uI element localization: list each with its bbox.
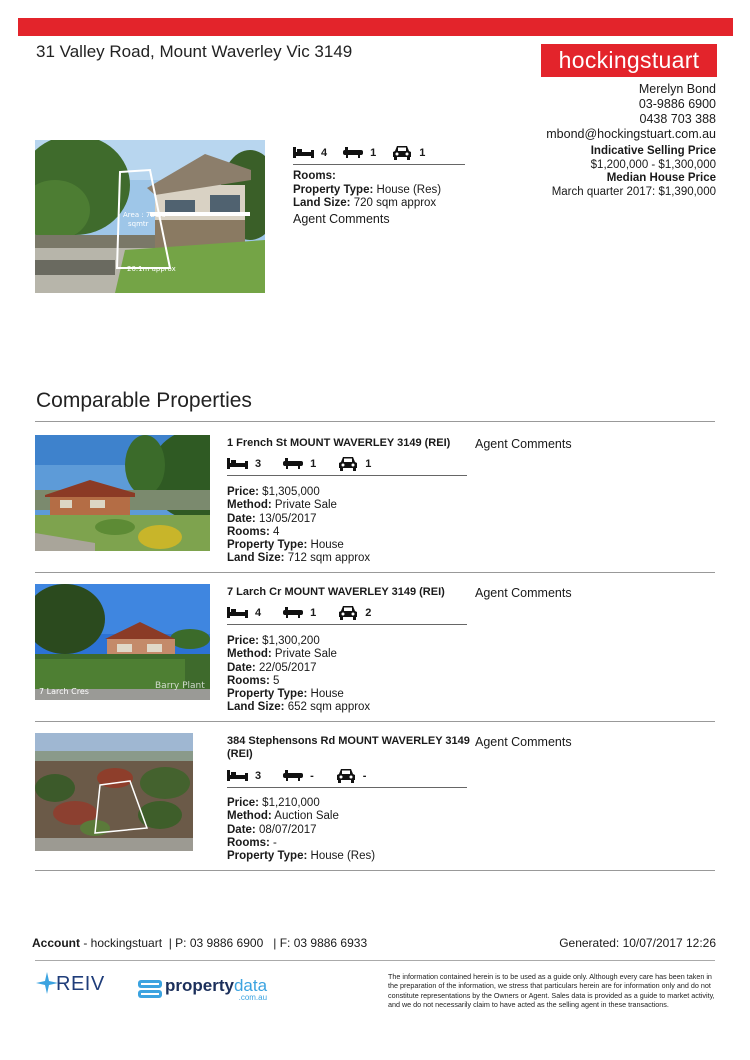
comparable-photo-2: [35, 584, 210, 700]
rooms-label: Rooms:: [227, 836, 270, 849]
price-label: Price:: [227, 635, 259, 647]
comparable-address-3[interactable]: 384 Stephensons Rd MOUNT WAVERLEY 3149 (REI): [227, 735, 470, 760]
agent-phone[interactable]: 03-9886 6900: [638, 97, 716, 111]
median-price-value: March quarter 2017: $1,390,000: [551, 185, 716, 198]
bed-icon: [293, 147, 314, 158]
car-count: -: [362, 769, 367, 782]
car-feature: [336, 768, 367, 783]
account-label: Account: [32, 936, 80, 950]
divider: [35, 421, 715, 422]
reiv-text: REIV: [56, 973, 105, 995]
bed-icon: [227, 458, 248, 469]
rooms-value: -: [273, 836, 277, 849]
photo-frontage-label: 20.1m approx: [127, 265, 176, 273]
bed-feature: [293, 147, 327, 159]
bath-feature: [283, 458, 316, 470]
bath-count: 1: [310, 457, 317, 470]
bath-feature: [343, 147, 376, 159]
rooms-label: Rooms:: [293, 170, 336, 182]
comparable-agent-comments-2: Agent Comments: [475, 586, 572, 600]
divider: [35, 870, 715, 871]
bed-count: 4: [255, 606, 262, 619]
bed-feature: [227, 458, 261, 470]
land-label: Land Size:: [293, 197, 351, 209]
type-value: House: [310, 539, 344, 552]
comparable-address-1[interactable]: 1 French St MOUNT WAVERLEY 3149 (REI): [227, 437, 451, 449]
bed-feature: [227, 770, 261, 782]
footer-divider: [35, 960, 715, 961]
rooms-value: 4: [273, 525, 280, 538]
car-icon: [338, 605, 358, 620]
subject-features: [293, 141, 465, 165]
account-value: - hockingstuart: [83, 936, 163, 950]
photo-area-label: Area : 721.0: [123, 211, 166, 219]
bath-icon: [283, 458, 303, 469]
pricing-info: [552, 145, 716, 199]
date-label: Date:: [227, 661, 256, 674]
subject-details: [293, 170, 441, 211]
rooms-label: Rooms:: [227, 525, 270, 538]
method-label: Method:: [227, 499, 272, 512]
comparable-details-3: [227, 797, 375, 863]
reiv-star-icon: [36, 972, 58, 996]
land-label: Land Size:: [227, 552, 285, 565]
footer-fax: | F: 03 9886 6933: [273, 936, 368, 950]
price-label: Price:: [227, 486, 259, 498]
comparable-photo-3: [35, 733, 193, 851]
agent-name: Merelyn Bond: [638, 82, 716, 96]
bath-feature: [283, 770, 314, 782]
property-address: 31 Valley Road, Mount Waverley Vic 3149: [36, 42, 353, 61]
subject-property-photo: [35, 140, 265, 293]
agent-mobile[interactable]: 0438 703 388: [639, 112, 716, 126]
bath-icon: [343, 147, 363, 158]
type-label: Property Type:: [227, 688, 308, 701]
date-label: Date:: [227, 823, 256, 836]
method-value: Private Sale: [274, 499, 337, 512]
comparable-details-2: [227, 635, 370, 715]
propertydata-icon: [138, 980, 162, 1000]
price-value: $1,210,000: [262, 797, 320, 809]
footer-account: [32, 936, 367, 950]
bed-count: 4: [321, 146, 328, 159]
bath-feature: [283, 607, 316, 619]
bed-count: 3: [255, 457, 262, 470]
type-value: House (Res): [310, 850, 376, 863]
bath-icon: [283, 770, 303, 781]
disclaimer-text: The information contained herein is to be used as a guide only. Although every care has been taken in the preparation of the information, we stress that particulars herein are for information only and do not constitute representations by the Owners or Agent. Sales data is provided as a guide to market activity, and we do not necessarily claim to have acted as the selling agent in these transactions.: [388, 972, 715, 1009]
indicative-price-label: Indicative Selling Price: [590, 145, 716, 157]
type-value: House: [310, 688, 344, 701]
agent-contact: [546, 82, 716, 142]
propertydata-main: property: [165, 976, 234, 995]
car-icon: [336, 768, 356, 783]
price-label: Price:: [227, 797, 259, 809]
comparable-details-1: [227, 486, 370, 566]
comparable-features-1: [227, 452, 467, 476]
subject-agent-comments: Agent Comments: [293, 212, 390, 226]
price-value: $1,305,000: [262, 486, 320, 498]
indicative-price-value: $1,200,000 - $1,300,000: [590, 158, 716, 171]
agent-email[interactable]: mbond@hockingstuart.com.au: [546, 127, 716, 141]
bath-count: 1: [310, 606, 317, 619]
photo-area-unit: sqmtr: [128, 220, 149, 228]
price-value: $1,300,200: [262, 635, 320, 647]
comparable-agent-comments-3: Agent Comments: [475, 735, 572, 749]
bath-count: -: [310, 769, 314, 782]
car-count: 2: [365, 606, 372, 619]
car-feature: [338, 605, 371, 620]
land-value: 712 sqm approx: [287, 552, 371, 565]
method-label: Method:: [227, 648, 272, 661]
propertydata-logo[interactable]: [138, 978, 267, 1002]
generated-timestamp: Generated: 10/07/2017 12:26: [559, 936, 716, 950]
land-value: 720 sqm approx: [353, 197, 437, 209]
method-value: Auction Sale: [274, 810, 339, 823]
photo-caption: 7 Larch Cres: [39, 687, 89, 696]
comparable-address-2[interactable]: 7 Larch Cr MOUNT WAVERLEY 3149 (REI): [227, 586, 445, 598]
date-value: 22/05/2017: [258, 661, 317, 674]
method-value: Private Sale: [274, 648, 337, 661]
car-count: 1: [365, 457, 372, 470]
bath-icon: [283, 607, 303, 618]
car-feature: [338, 456, 371, 471]
date-label: Date:: [227, 512, 256, 525]
bed-feature: [227, 607, 261, 619]
type-label: Property Type:: [293, 183, 374, 196]
type-label: Property Type:: [227, 850, 308, 863]
type-value: House (Res): [376, 183, 442, 196]
bed-icon: [227, 770, 248, 781]
brand-logo[interactable]: hockingstuart: [541, 44, 717, 77]
propertydata-accent: data: [233, 976, 268, 995]
date-value: 13/05/2017: [258, 512, 317, 525]
bed-count: 3: [255, 769, 262, 782]
type-label: Property Type:: [227, 539, 308, 552]
photo-watermark: Barry Plant: [155, 681, 205, 691]
header-red-bar: [18, 18, 733, 36]
divider: [35, 721, 715, 722]
car-feature: [392, 145, 425, 160]
car-icon: [338, 456, 358, 471]
divider: [35, 572, 715, 573]
comparable-features-2: [227, 601, 467, 625]
land-value: 652 sqm approx: [287, 701, 371, 714]
bed-icon: [227, 607, 248, 618]
comparable-photo-1: [35, 435, 210, 551]
reiv-logo[interactable]: [36, 972, 105, 996]
car-count: 1: [419, 146, 426, 159]
comparable-features-3: [227, 764, 467, 788]
footer-phone[interactable]: | P: 03 9886 6900: [168, 936, 264, 950]
rooms-label: Rooms:: [227, 674, 270, 687]
land-label: Land Size:: [227, 701, 285, 714]
comparables-title: Comparable Properties: [36, 389, 252, 412]
median-price-label: Median House Price: [606, 172, 716, 184]
bath-count: 1: [370, 146, 377, 159]
method-label: Method:: [227, 810, 272, 823]
rooms-value: 5: [273, 674, 280, 687]
comparable-agent-comments-1: Agent Comments: [475, 437, 572, 451]
car-icon: [392, 145, 412, 160]
propertydata-sub: .com.au: [238, 993, 268, 1002]
date-value: 08/07/2017: [258, 823, 317, 836]
